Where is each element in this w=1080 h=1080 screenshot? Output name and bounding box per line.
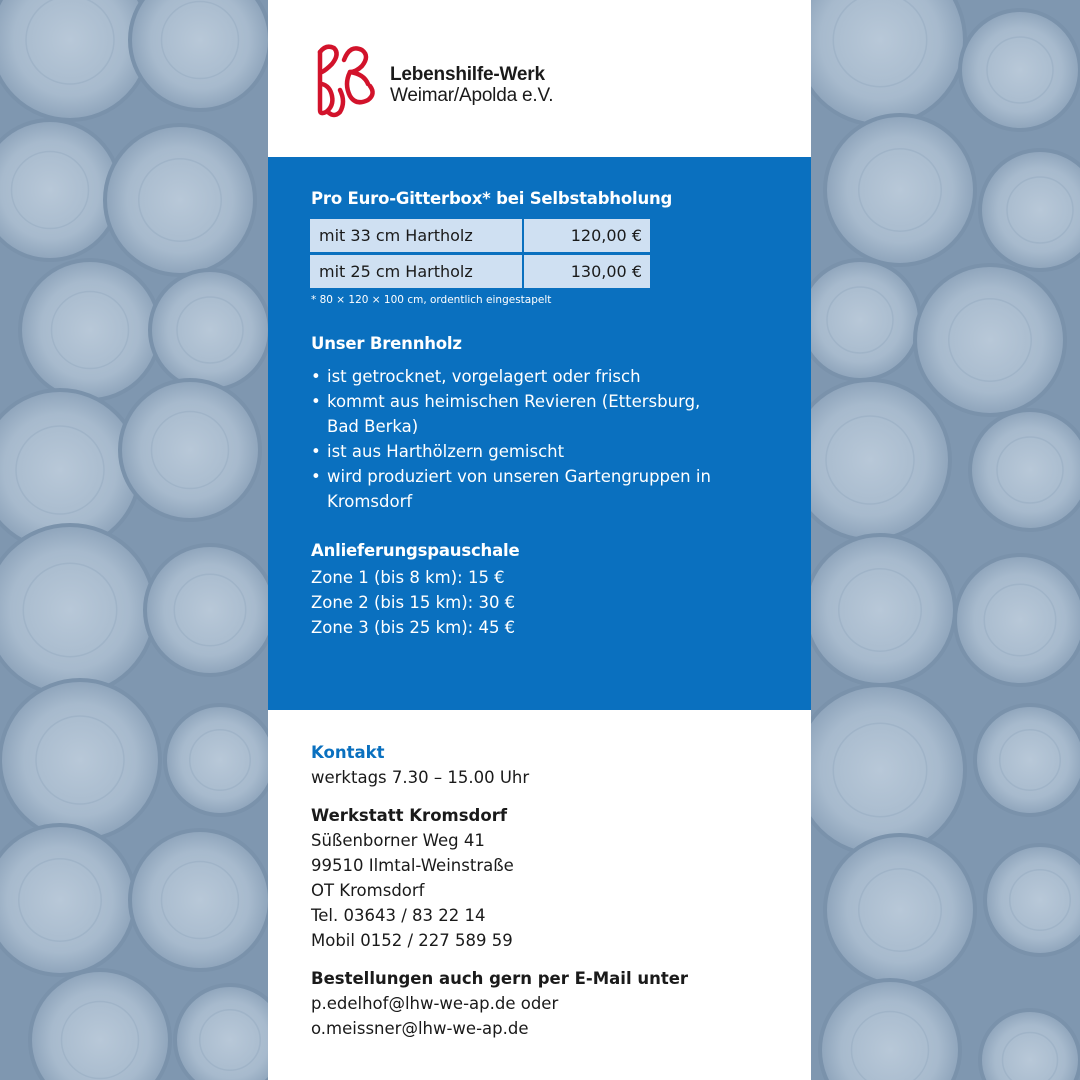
organization-subtitle: Weimar/Apolda e.V. [390, 85, 554, 106]
log-end [0, 680, 160, 840]
address-line: OT Kromsdorf [311, 881, 425, 900]
lebenshilfe-logo-icon [310, 40, 380, 120]
flyer-panel [268, 0, 811, 1080]
zone-item: Zone 3 (bis 25 km): 45 € [311, 618, 516, 637]
price-row [310, 219, 650, 252]
price-value: 120,00 € [570, 226, 642, 245]
price-label: mit 25 cm Hartholz [319, 262, 473, 281]
log-end [960, 10, 1080, 130]
log-end [20, 260, 160, 400]
log-end [800, 260, 920, 380]
log-end [120, 380, 260, 520]
brennholz-heading: Unser Brennholz [311, 334, 462, 353]
organization-name: Lebenshilfe-Werk [390, 64, 545, 85]
zone-item: Zone 2 (bis 15 km): 30 € [311, 593, 516, 612]
pricing-footnote: * 80 × 120 × 100 cm, ordentlich eingestapelt [311, 294, 552, 306]
log-end [805, 535, 955, 685]
log-end [0, 120, 120, 260]
log-end [980, 150, 1080, 270]
logo [310, 40, 610, 120]
cell-divider [522, 255, 524, 288]
log-end [790, 380, 950, 540]
log-end [985, 845, 1080, 955]
price-row [310, 255, 650, 288]
log-end [825, 835, 975, 985]
info-box [268, 157, 811, 710]
pricing-heading: Pro Euro-Gitterbox* bei Selbstabholung [311, 189, 673, 208]
log-end [165, 705, 275, 815]
contact-section [311, 740, 781, 1041]
address-line: 99510 Ilmtal-Weinstraße [311, 856, 514, 875]
log-end [955, 555, 1080, 685]
log-end [825, 115, 975, 265]
log-end [150, 270, 270, 390]
email-link[interactable]: p.edelhof@lhw-we-ap.de oder [311, 994, 559, 1013]
log-end [145, 545, 275, 675]
log-end [105, 125, 255, 275]
mobile-line[interactable]: Mobil 0152 / 227 589 59 [311, 931, 513, 950]
list-item: • wird produziert von unseren Gartengruppen in Kromsdorf [311, 464, 717, 514]
log-end [915, 265, 1065, 415]
opening-hours: werktags 7.30 – 15.00 Uhr [311, 768, 530, 787]
brennholz-list [311, 364, 741, 514]
zone-item: Zone 1 (bis 8 km): 15 € [311, 568, 505, 587]
delivery-heading: Anlieferungspauschale [311, 541, 520, 560]
email-link[interactable]: o.meissner@lhw-we-ap.de [311, 1019, 529, 1038]
log-end [975, 705, 1080, 815]
log-end [130, 830, 270, 970]
price-label: mit 33 cm Hartholz [319, 226, 473, 245]
email-heading: Bestellungen auch gern per E-Mail unter [311, 969, 689, 988]
cell-divider [522, 219, 524, 252]
address-line: Süßenborner Weg 41 [311, 831, 485, 850]
list-item: • ist getrocknet, vorgelagert oder frisch [311, 364, 741, 389]
price-value: 130,00 € [570, 262, 642, 281]
contact-heading: Kontakt [311, 743, 385, 762]
delivery-zones [311, 565, 515, 640]
log-end [0, 825, 135, 975]
phone-line[interactable]: Tel. 03643 / 83 22 14 [311, 906, 486, 925]
log-end [795, 685, 965, 855]
list-item: • kommt aus heimischen Revieren (Ettersburg, Bad Berka) [311, 389, 717, 439]
list-item: • ist aus Harthölzern gemischt [311, 439, 741, 464]
workshop-name: Werkstatt Kromsdorf [311, 806, 508, 825]
